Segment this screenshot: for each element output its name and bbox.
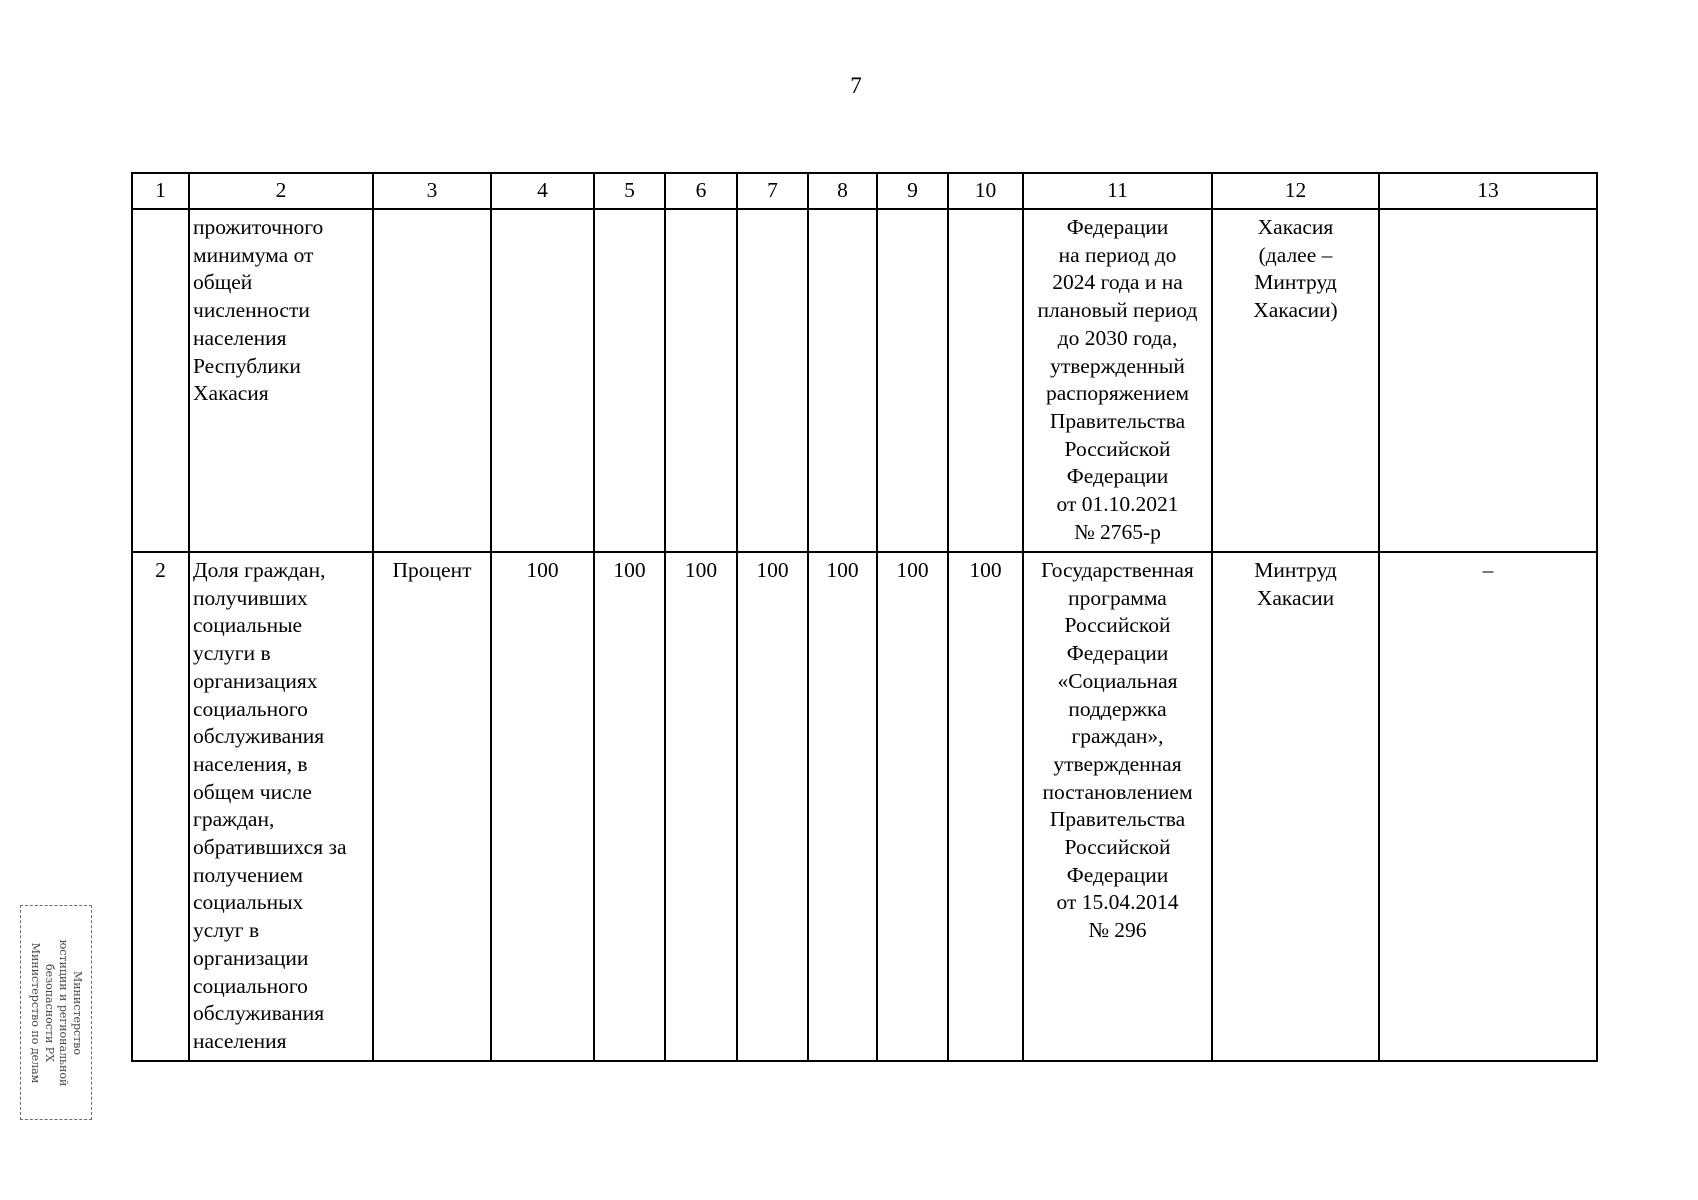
cell-text — [667, 210, 735, 214]
table-cell — [491, 209, 594, 552]
column-header: 9 — [877, 173, 948, 209]
column-header: 12 — [1212, 173, 1379, 209]
column-header: 7 — [737, 173, 808, 209]
table-cell — [665, 209, 737, 552]
value-cell: 100 — [613, 558, 646, 582]
value-cell: 100 — [526, 558, 559, 582]
column-header: 3 — [373, 173, 491, 209]
cell-text — [493, 210, 592, 214]
row-number: 2 — [155, 558, 166, 582]
cell-text — [134, 210, 187, 214]
table-cell — [948, 209, 1023, 552]
table-cell — [877, 552, 948, 1061]
table-cell — [1212, 209, 1379, 552]
cell-text — [879, 210, 946, 214]
column-header: 6 — [665, 173, 737, 209]
stamp-line: безопасности РХ — [43, 963, 56, 1062]
cell-text — [810, 210, 875, 214]
value-cell: 100 — [969, 558, 1002, 582]
cell-text: Хакасия (далее – Минтруд Хакасии) — [1253, 215, 1338, 323]
column-header: 2 — [189, 173, 373, 209]
table-cell — [491, 552, 594, 1061]
table-cell — [808, 209, 877, 552]
table-cell — [373, 209, 491, 552]
header-row — [132, 173, 1597, 209]
stamp-line: Министерство по делам — [29, 942, 42, 1083]
table-cell — [189, 552, 373, 1061]
column-header: 1 — [132, 173, 189, 209]
table-cell — [737, 209, 808, 552]
table-cell — [132, 552, 189, 1061]
cell-text — [375, 210, 489, 214]
indicators-table — [131, 172, 1598, 1062]
stamp-text — [28, 910, 84, 1115]
table-row — [132, 552, 1597, 1061]
cell-text: – — [1482, 558, 1494, 582]
cell-text — [739, 210, 806, 214]
responsible-body: Минтруд Хакасии — [1254, 558, 1337, 610]
value-cell: 100 — [826, 558, 859, 582]
table-cell — [373, 552, 491, 1061]
table-cell — [1379, 209, 1597, 552]
cell-text: Федерации на период до 2024 года и на плановый период до 2030 года, утвержденный распоряжением Правительства Российской Федерации от 01.10.2021 № 2765-р — [1037, 215, 1198, 544]
table-cell — [594, 209, 665, 552]
column-header: 10 — [948, 173, 1023, 209]
column-header: 11 — [1023, 173, 1212, 209]
cell-text — [950, 210, 1021, 214]
table-cell — [737, 552, 808, 1061]
table-cell — [808, 552, 877, 1061]
registration-stamp — [20, 905, 92, 1120]
unit-of-measure: Процент — [392, 558, 472, 582]
column-header: 8 — [808, 173, 877, 209]
table-cell — [665, 552, 737, 1061]
value-cell: 100 — [684, 558, 718, 582]
page-number: 7 — [850, 73, 862, 98]
column-header: 13 — [1379, 173, 1597, 209]
cell-text — [1381, 210, 1595, 214]
table-cell — [948, 552, 1023, 1061]
value-cell: 100 — [896, 558, 929, 582]
table-cell — [1023, 209, 1212, 552]
cell-text: прожиточного минимума от общей численности населения Республики Хакасия — [193, 215, 324, 406]
column-header: 5 — [594, 173, 665, 209]
table-cell — [132, 209, 189, 552]
document-reference: Государственная программа Российской Федерации «Социальная поддержка граждан», утвержденная постановлением Правительства Российской Федерации от 15.04.2014 № 296 — [1041, 558, 1194, 943]
table-cell — [1023, 552, 1212, 1061]
table-cell — [594, 552, 665, 1061]
value-cell: 100 — [756, 558, 789, 582]
table-row — [132, 209, 1597, 552]
table-cell — [1212, 552, 1379, 1061]
table-cell — [877, 209, 948, 552]
stamp-line: юстиции и региональной — [57, 939, 70, 1086]
stamp-line: Министерство — [71, 970, 84, 1055]
cell-text — [596, 210, 663, 214]
table-cell — [189, 209, 373, 552]
column-header: 4 — [491, 173, 594, 209]
table-cell — [1379, 552, 1597, 1061]
indicator-name: Доля граждан, получивших социальные услуги в организациях социального обслуживания населения, в общем числе граждан, обратившихся за получением социальных услуг в организации социального обслуживания населения — [193, 558, 347, 1053]
